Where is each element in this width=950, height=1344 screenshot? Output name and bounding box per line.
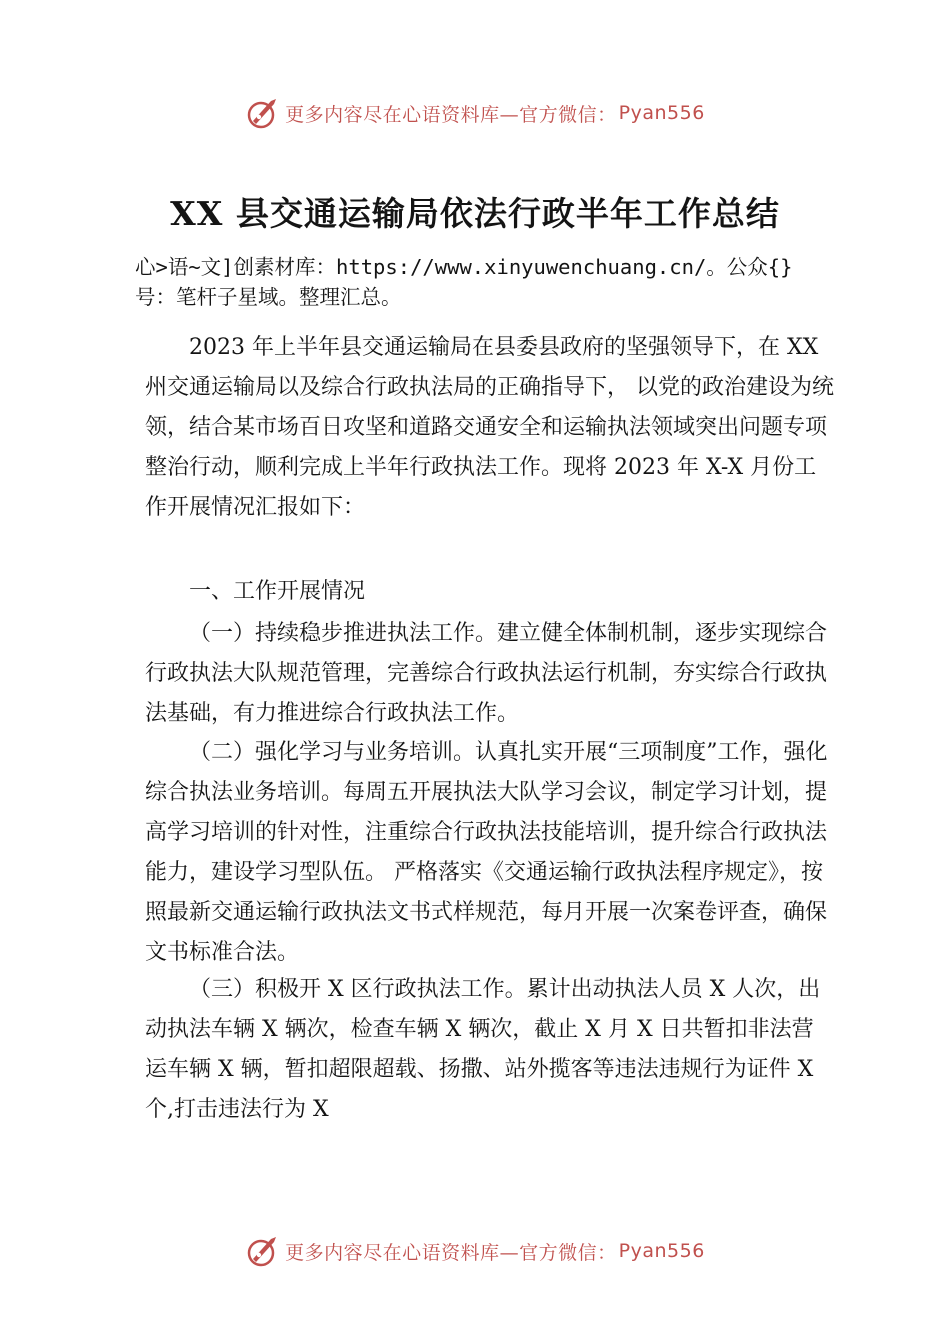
pen-nib-logo-icon	[245, 95, 281, 131]
source-note: 心>语~文]创素材库：https://www.xinyuwenchuang.cn/。公众{}号：笔杆子星域。整理汇总。	[135, 255, 793, 309]
footer-watermark	[0, 1231, 950, 1271]
document-title: XX 县交通运输局依法行政半年工作总结	[170, 194, 780, 233]
item-1-paragraph: （一）持续稳步推进执法工作。建立健全体制机制，逐步实现综合行政执法大队规范管理，完善综合行政执法运行机制，夯实综合行政执法基础，有力推进综合行政执法工作。	[145, 621, 828, 726]
section-heading: 一、工作开展情况	[189, 579, 366, 604]
item-2-paragraph: （二）强化学习与业务培训。认真扎实开展“三项制度”工作，强化综合执法业务培训。每周五开展执法大队学习会议，制定学习计划，提高学习培训的针对性，注重综合行政执法技能培训，提升综合行政执法能力，建设学习型队伍。 严格落实《交通运输行政执法程序规定》，按照最新交通运输行政执法文书式样规范，每月开展一次案卷评查，确保文书标准合法。	[145, 740, 828, 965]
header-watermark	[0, 93, 950, 133]
intro-paragraph: 2023 年上半年县交通运输局在县委县政府的坚强领导下，在 XX 州交通运输局以及综合行政执法局的正确指导下， 以党的政治建设为统领，结合某市场百日攻坚和道路交通安全和运输执法领域突出问题专项整治行动，顺利完成上半年行政执法工作。现将 2023 年 X-X 月份工作开展情况汇报如下：	[145, 335, 834, 520]
item-3-paragraph: （三）积极开 X 区行政执法工作。累计出动执法人员 X 人次，出动执法车辆 X 辆次，检查车辆 X 辆次，截止 X 月 X 日共暂扣非法营运车辆 X 辆，暂扣超限超载、扬撒、站外揽客等违法违规行为证件 X 个,打击违法行为 X	[145, 977, 821, 1122]
watermark-handle: Pyan556	[618, 102, 705, 124]
watermark-text: 更多内容尽在心语资料库—官方微信：	[285, 103, 617, 126]
pen-nib-logo-icon	[245, 1233, 281, 1269]
watermark-text: 更多内容尽在心语资料库—官方微信：	[285, 1241, 617, 1264]
watermark-handle: Pyan556	[618, 1240, 705, 1262]
